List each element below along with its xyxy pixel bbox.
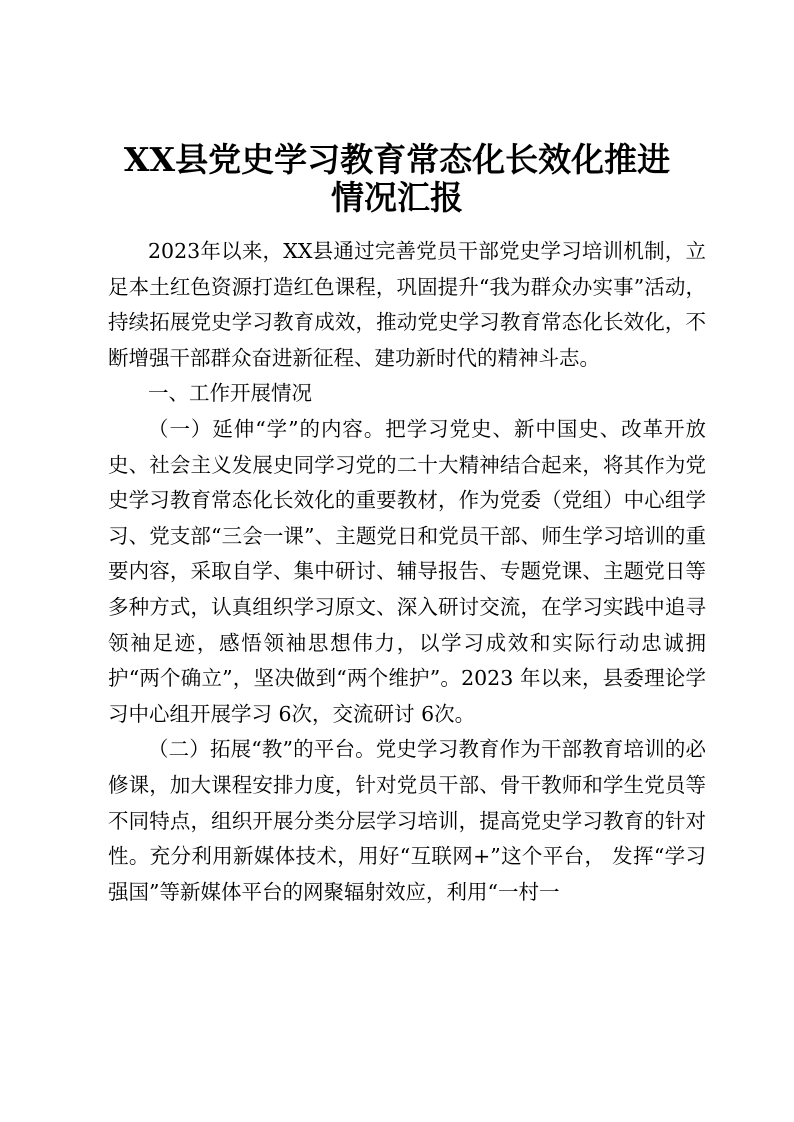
document-title-line-1: XX县党史学习教育常态化长效化推进 (123, 140, 671, 179)
intro-paragraph: 2023年以来，XX县通过完善党员干部党史学习培训机制，立足本土红色资源打造红色课程，巩固提升“我为群众办实事”活动，持续拓展党史学习教育成效，推动党史学习教育常态化长效化，不断增强干部群众奋进新征程、建功新时代的精神斗志。 (108, 239, 706, 370)
section-heading-work-status: 一、工作开展情况 (148, 381, 312, 406)
paragraph-expand-education: （二）拓展“教”的平台。党史学习教育作为干部教育培训的必修课，加大课程安排力度，针对党员干部、骨干教师和学生党员等不同特点，组织开展分类分层学习培训，提高党史学习教育的针对性。充分利用新媒体技术，用好“互联网+”这个平台， 发挥“学习强国”等新媒体平台的网聚辐射效应，利用“一村一 (108, 737, 706, 904)
document-title-line-2: 情况汇报 (331, 178, 463, 217)
paragraph-extend-learning: （一）延伸“学”的内容。把学习党史、新中国史、改革开放史、社会主义发展史同学习党的二十大精神结合起来，将其作为党史学习教育常态化长效化的重要教材，作为党委（党组）中心组学习、党支部“三会一课”、主题党日和党员干部、师生学习培训的重要内容，采取自学、集中研讨、辅导报告、专题党课、主题党日等多种方式，认真组织学习原文、深入研讨交流，在学习实践中追寻领袖足迹，感悟领袖思想伟力，以学习成效和实际行动忠诚拥护“两个确立”，坚决做到“两个维护”。2023 年以来，县委理论学习中心组开展学习 6次，交流研讨 6次。 (108, 416, 706, 726)
document-body (108, 234, 706, 910)
